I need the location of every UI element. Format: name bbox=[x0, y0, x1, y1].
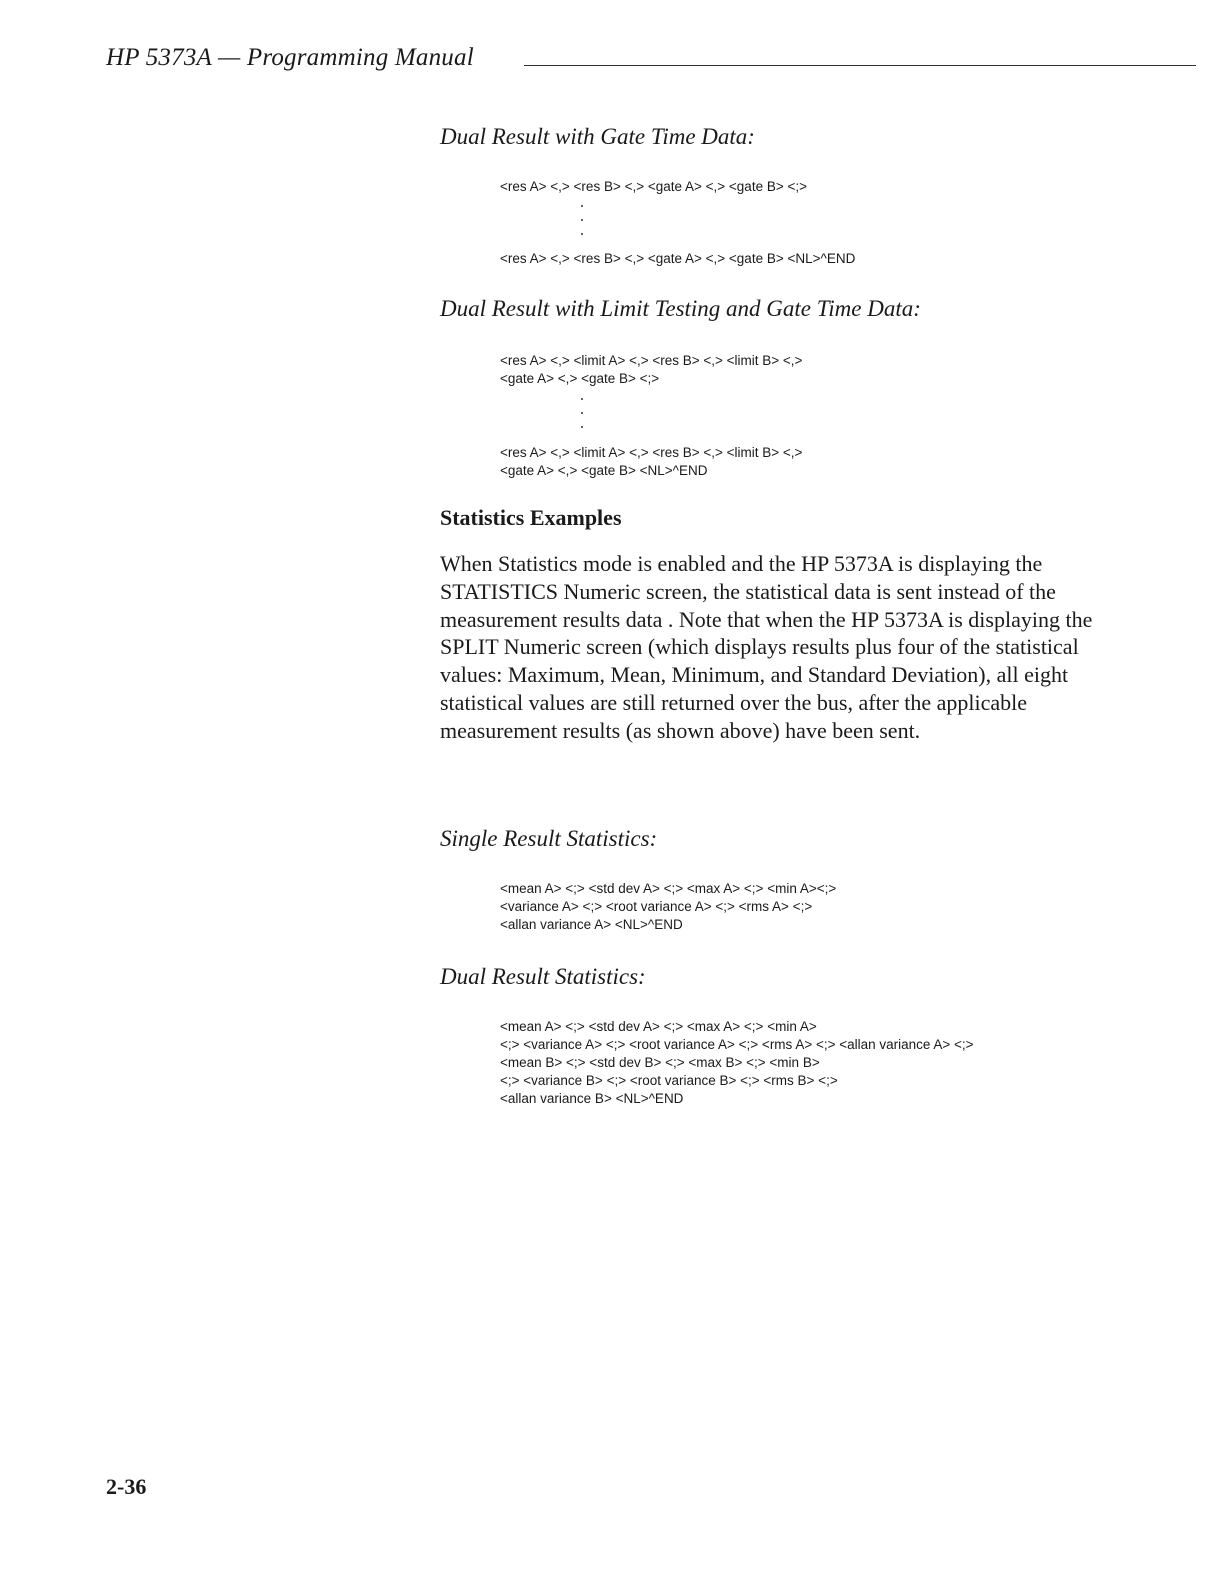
code-line: <res A> <,> <limit A> <,> <res B> <,> <limit B> <,> bbox=[500, 353, 803, 368]
header-rule bbox=[524, 65, 1196, 66]
code-line: <;> <variance A> <;> <root variance A> <;> <rms A> <;> <allan variance A> <;> bbox=[500, 1037, 974, 1052]
dual-limit-gate-label: Dual Result with Limit Testing and Gate Time Data: bbox=[440, 296, 921, 321]
dual-limit-gate-code-end bbox=[500, 444, 802, 480]
code-line: <res A> <,> <limit A> <,> <res B> <,> <limit B> <,> bbox=[500, 445, 803, 460]
ellipsis-dots bbox=[581, 398, 585, 440]
dual-stats-label: Dual Result Statistics: bbox=[440, 964, 646, 989]
single-stats-code bbox=[500, 880, 836, 934]
code-line: <res A> <,> <res B> <,> <gate A> <,> <gate B> <NL>^END bbox=[500, 251, 856, 266]
code-line: <res A> <,> <res B> <,> <gate A> <,> <gate B> <;> bbox=[500, 179, 807, 194]
code-line: <allan variance A> <NL>^END bbox=[500, 917, 683, 932]
code-line: <gate A> <,> <gate B> <;> bbox=[500, 371, 660, 386]
running-head bbox=[106, 44, 1096, 80]
page-number: 2-36 bbox=[106, 1474, 147, 1499]
single-stats-label: Single Result Statistics: bbox=[440, 826, 658, 851]
code-line: <;> <variance B> <;> <root variance B> <;> <rms B> <;> bbox=[500, 1073, 838, 1088]
dual-gate-code-end bbox=[500, 250, 855, 268]
dual-gate-code-start bbox=[500, 178, 807, 196]
section-heading: Statistics Examples bbox=[440, 505, 622, 530]
body-paragraph: When Statistics mode is enabled and the HP 5373A is displaying the STATISTICS Numeric screen, the statistical data is sent instead of the measurement results data . Note that when the HP 5373A is displaying the SPLIT Numeric screen (which displays results plus four of the statistical values: Maximum, Mean, Minimum, and Standard Deviation), all eight statistical values are still returned over the bus, after the applicable measurement results (as shown above) have been sent. bbox=[440, 551, 1093, 743]
code-line: <variance A> <;> <root variance A> <;> <rms A> <;> bbox=[500, 899, 813, 914]
code-line: <allan variance B> <NL>^END bbox=[500, 1091, 684, 1106]
dual-stats-code bbox=[500, 1018, 974, 1108]
dual-gate-label: Dual Result with Gate Time Data: bbox=[440, 124, 755, 149]
ellipsis-dots bbox=[581, 205, 585, 247]
code-line: <mean B> <;> <std dev B> <;> <max B> <;> <min B> bbox=[500, 1055, 820, 1070]
code-line: <mean A> <;> <std dev A> <;> <max A> <;> <min A> bbox=[500, 1019, 817, 1034]
code-line: <mean A> <;> <std dev A> <;> <max A> <;> <min A><;> bbox=[500, 881, 837, 896]
code-line: <gate A> <,> <gate B> <NL>^END bbox=[500, 463, 708, 478]
dual-limit-gate-code-start bbox=[500, 352, 802, 388]
running-head-title: HP 5373A — Programming Manual bbox=[106, 44, 474, 71]
